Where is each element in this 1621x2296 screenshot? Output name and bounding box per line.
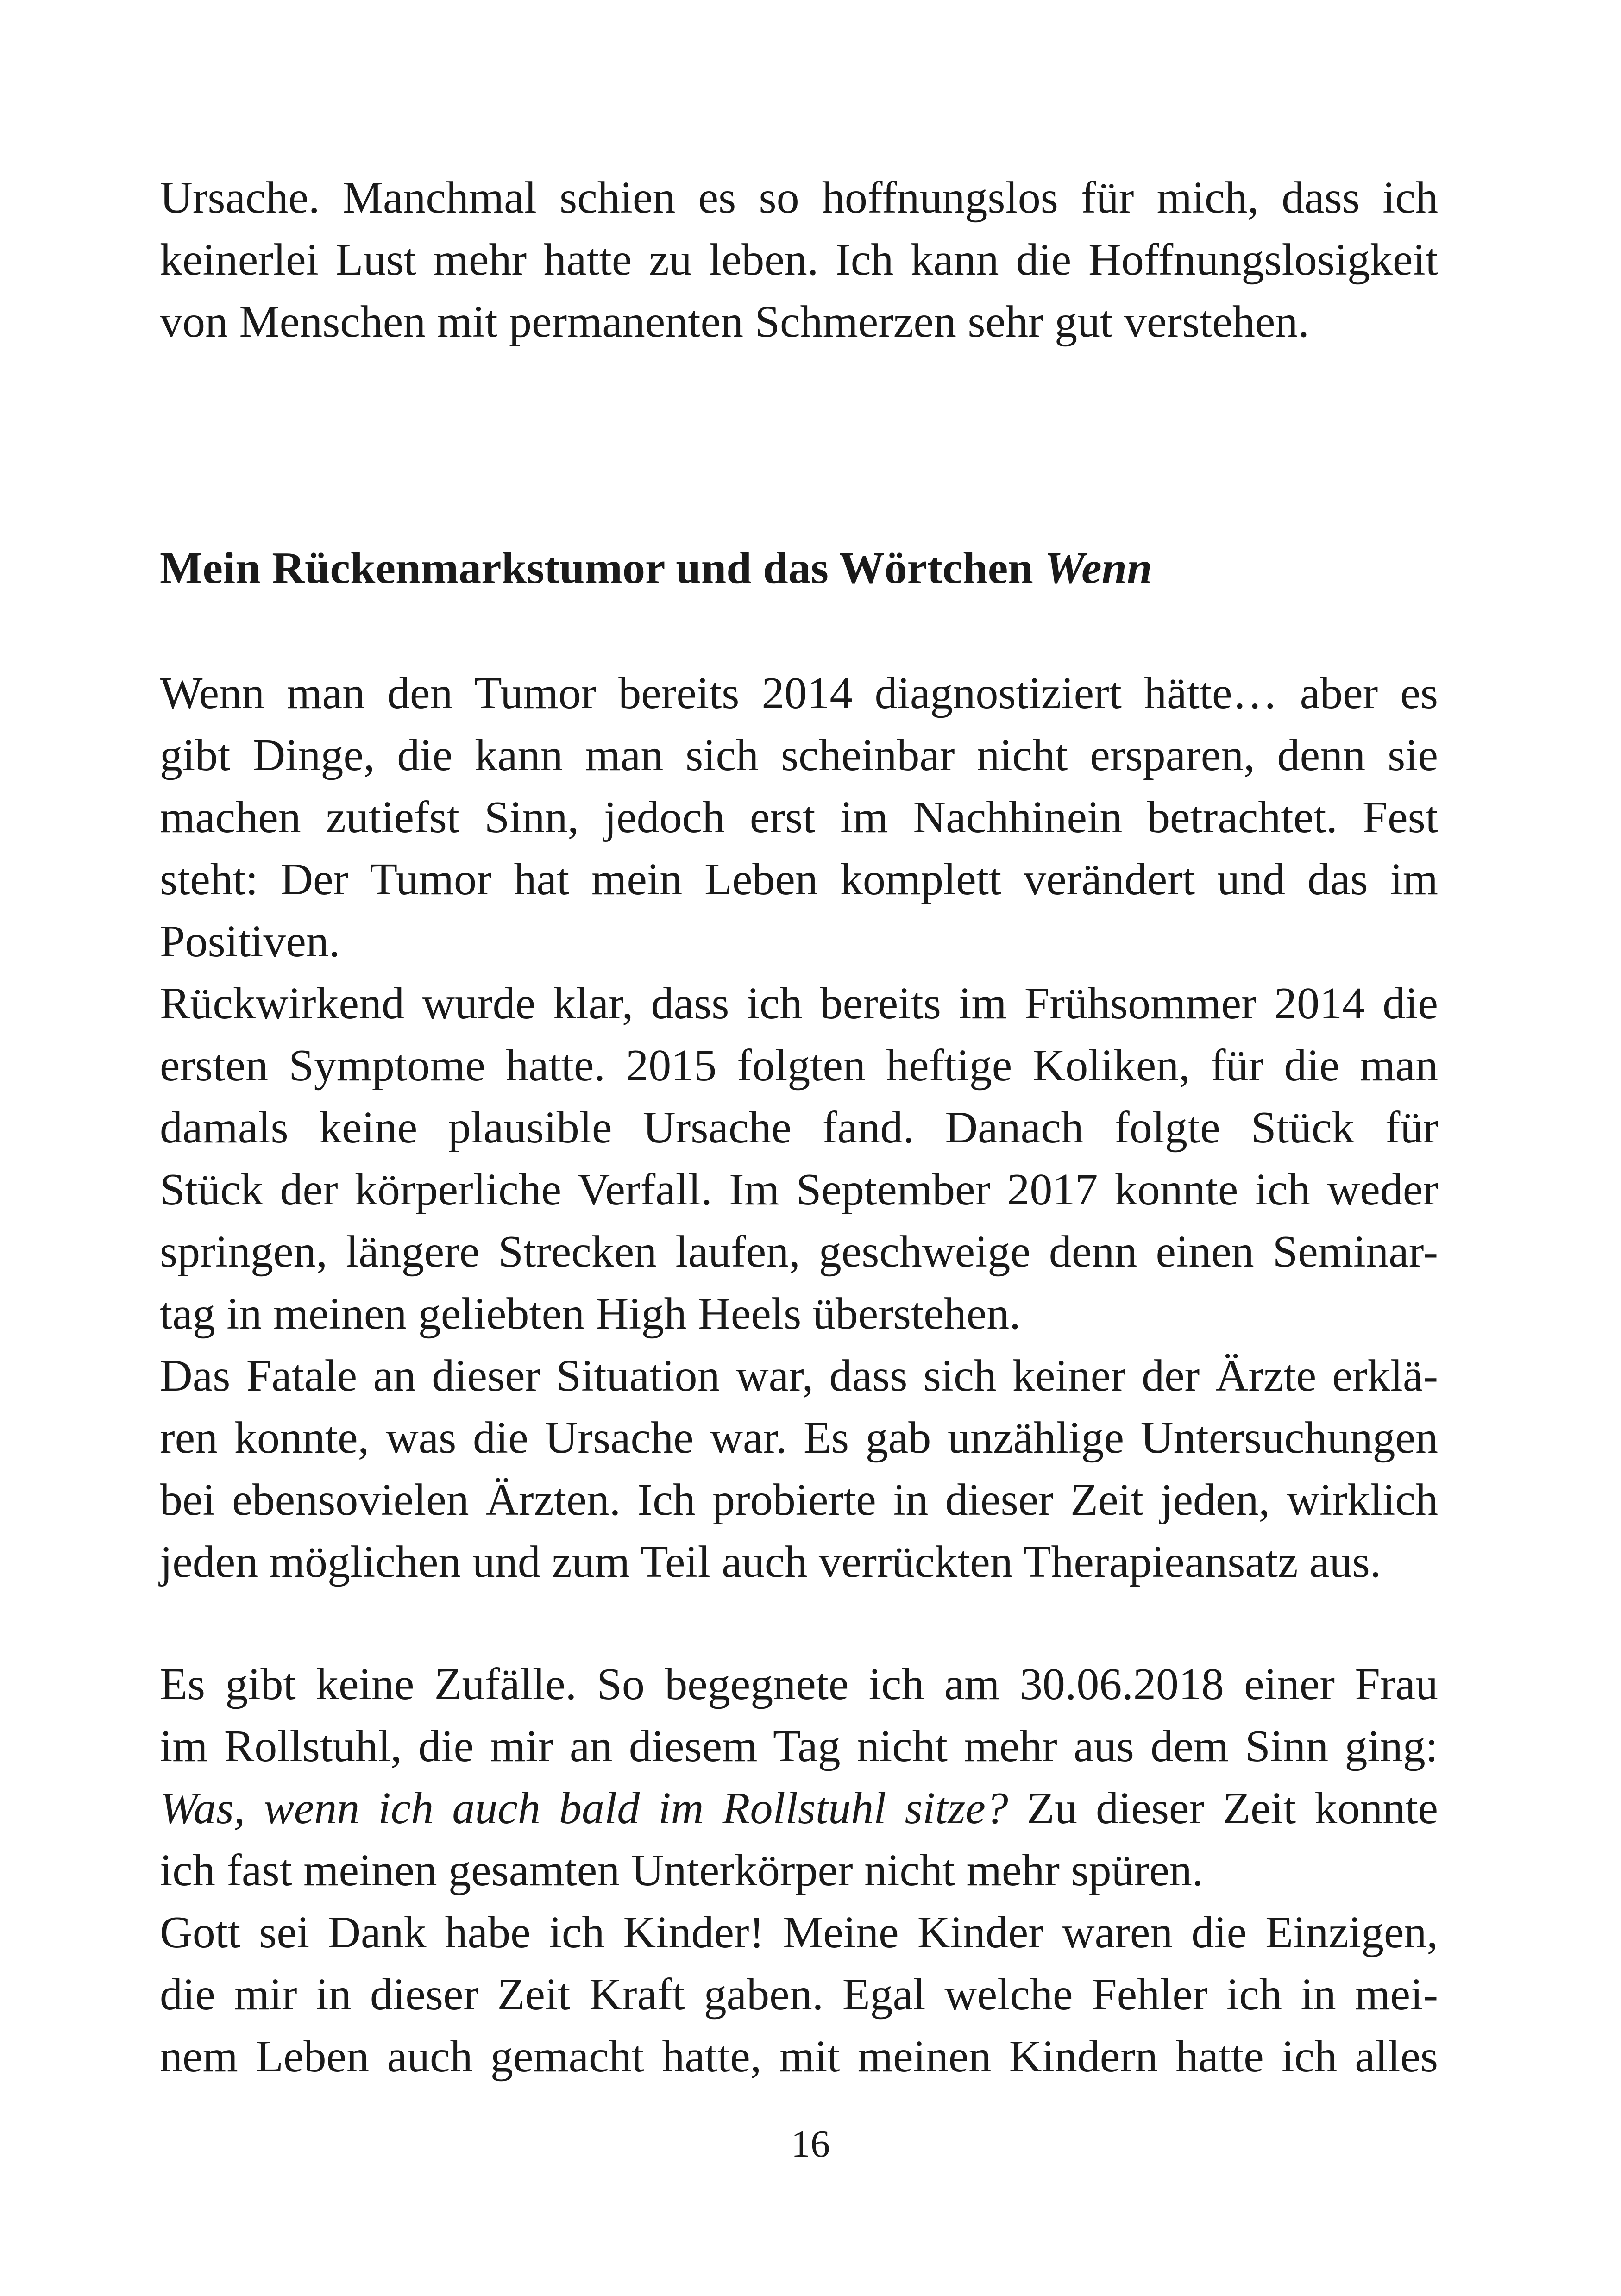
text-line: ich fast meinen gesamten Unterkörper nicht mehr spüren. [160, 1845, 1204, 1895]
text-line: machen zutiefst Sinn, jedoch erst im Nachhinein betrachtet. Fest [160, 792, 1438, 842]
section-heading-text: Mein Rückenmarkstumor und das Wörtchen [160, 543, 1045, 593]
text-line: die mir in dieser Zeit Kraft gaben. Egal welche Fehler ich in mei- [160, 1970, 1438, 2020]
text-line: ersten Symptome hatte. 2015 folgten heftige Koliken, für die man [160, 1041, 1438, 1091]
text-line: bei ebensovielen Ärzten. Ich probierte in dieser Zeit jeden, wirklich [160, 1475, 1438, 1525]
text-line: keinerlei Lust mehr hatte zu leben. Ich kann die Hoffnungslosigkeit [160, 235, 1438, 285]
paragraph-2 [160, 972, 1438, 1345]
section-heading [160, 537, 1152, 599]
text-line: steht: Der Tumor hat mein Leben komplett verändert und das im [160, 854, 1438, 904]
text-line: im Rollstuhl, die mir an diesem Tag nicht mehr aus dem Sinn ging: [160, 1721, 1438, 1771]
text-line: Wenn man den Tumor bereits 2014 diagnostiziert hätte… aber es [160, 668, 1438, 718]
text-fragment: Zu dieser Zeit konnte [1008, 1783, 1438, 1833]
text-line: Rückwirkend wurde klar, dass ich bereits im Frühsommer 2014 die [160, 979, 1438, 1029]
intro-paragraph [160, 167, 1438, 353]
text-line: Das Fatale an dieser Situation war, dass sich keiner der Ärzte erklä- [160, 1351, 1438, 1401]
paragraph-4 [160, 1653, 1438, 1901]
paragraph-1 [160, 662, 1438, 972]
text-line: Positiven. [160, 916, 340, 966]
text-line: von Menschen mit permanenten Schmerzen sehr gut verstehen. [160, 297, 1309, 347]
paragraph-3 [160, 1345, 1438, 1593]
text-line: tag in meinen geliebten High Heels überstehen. [160, 1289, 1021, 1339]
paragraph-5 [160, 1901, 1438, 2088]
text-line-mixed [160, 1777, 1438, 1839]
text-line: Es gibt keine Zufälle. So begegnete ich am 30.06.2018 einer Frau [160, 1659, 1438, 1709]
italic-question: Was, wenn ich auch bald im Rollstuhl sitze? [160, 1783, 1008, 1833]
text-line: nem Leben auch gemacht hatte, mit meinen Kindern hatte ich alles [160, 2032, 1438, 2082]
section-heading-italic-word: Wenn [1044, 543, 1152, 593]
text-line: jeden möglichen und zum Teil auch verrückten Therapieansatz aus. [160, 1537, 1382, 1587]
text-line: ren konnte, was die Ursache war. Es gab unzählige Untersuchungen [160, 1413, 1438, 1463]
text-line: damals keine plausible Ursache fand. Danach folgte Stück für [160, 1103, 1438, 1153]
text-line: Gott sei Dank habe ich Kinder! Meine Kinder waren die Einzigen, [160, 1907, 1438, 1957]
text-line: gibt Dinge, die kann man sich scheinbar nicht ersparen, denn sie [160, 730, 1438, 780]
text-line: Ursache. Manchmal schien es so hoffnungslos für mich, dass ich [160, 173, 1438, 223]
text-line: springen, längere Strecken laufen, geschweige denn einen Seminar- [160, 1227, 1438, 1277]
text-line: Stück der körperliche Verfall. Im September 2017 konnte ich weder [160, 1165, 1438, 1215]
page-number: 16 [791, 2122, 830, 2165]
